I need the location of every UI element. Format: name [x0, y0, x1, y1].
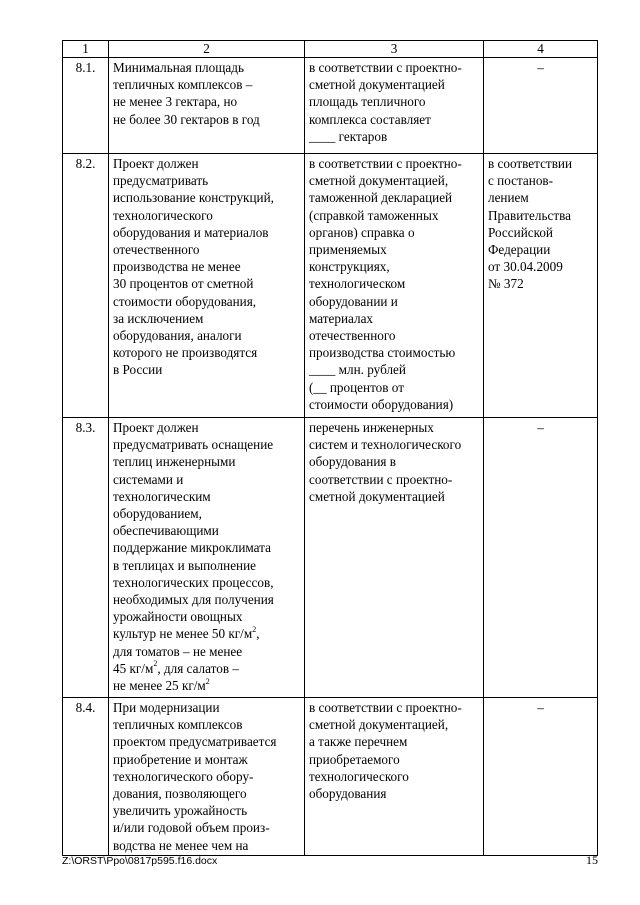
- text-fragment: не менее 25 кг/м: [113, 678, 206, 694]
- text-line: не менее 3 гектара, но: [113, 94, 238, 110]
- text-line: сметной документацией: [309, 488, 445, 504]
- superscript: 2: [252, 625, 257, 635]
- text-line: обеспечивающими: [113, 523, 219, 539]
- text-line: не более 30 гектаров в год: [113, 111, 260, 127]
- table-row: [63, 154, 598, 418]
- text-line: системами и: [113, 471, 184, 487]
- requirement-cell: [109, 418, 305, 698]
- text-line: оборудовании и: [309, 293, 398, 309]
- text-line: стоимости оборудования,: [113, 293, 257, 309]
- table-row: [63, 698, 598, 856]
- text-line: технологического: [113, 207, 213, 223]
- text-line: водства не менее чем на: [113, 837, 249, 853]
- text-line: технологического: [309, 768, 409, 784]
- note-cell: –: [484, 698, 598, 856]
- text-line: тепличных комплексов –: [113, 77, 253, 93]
- text-line: поддержание микроклимата: [113, 540, 271, 556]
- text-line: а также перечнем: [309, 734, 408, 750]
- text-line: [113, 643, 300, 660]
- header-col-3: 3: [305, 41, 484, 58]
- text-line: лением: [488, 190, 529, 206]
- document-cell: [305, 418, 484, 698]
- text-line: с постанов-: [488, 173, 554, 189]
- header-col-4: 4: [484, 41, 598, 58]
- requirement-cell: [109, 698, 305, 856]
- text-line: теплиц инженерными: [113, 454, 236, 470]
- requirements-table: [62, 40, 598, 856]
- text-line: № 372: [488, 276, 524, 292]
- text-line: оборудования: [309, 786, 387, 802]
- text-line: органов) справка о: [309, 224, 415, 240]
- text-line: сметной документацией,: [309, 173, 449, 189]
- document-cell: [305, 154, 484, 418]
- text-fragment: 45 кг/м: [113, 660, 154, 676]
- text-line: При модернизации: [113, 700, 220, 715]
- text-line: площадь тепличного: [309, 94, 426, 110]
- text-line: оборудования в: [309, 454, 396, 470]
- text-line: в соответствии с проектно-: [309, 156, 462, 171]
- text-line: в соответствии с проектно-: [309, 60, 462, 75]
- text-fragment: для томатов – не менее: [113, 643, 243, 659]
- text-line: стоимости оборудования): [309, 396, 454, 412]
- note-cell: –: [484, 58, 598, 154]
- header-col-1: 1: [63, 41, 109, 58]
- text-line: (справкой таможенных: [309, 207, 439, 223]
- document-cell: [305, 698, 484, 856]
- requirement-cell: [109, 58, 305, 154]
- text-line: применяемых: [309, 242, 387, 258]
- text-line: приобретаемого: [309, 751, 400, 767]
- requirement-cell: [109, 154, 305, 418]
- text-line: производства стоимостью: [309, 345, 456, 361]
- text-line: использование конструкций,: [113, 190, 274, 206]
- text-line: от 30.04.2009: [488, 259, 563, 275]
- text-line: перечень инженерных: [309, 420, 434, 435]
- text-line: Минимальная площадь: [113, 60, 244, 75]
- text-line: увеличить урожайность: [113, 803, 248, 819]
- text-line: за исключением: [113, 310, 204, 326]
- text-line: в соответствии с проектно-: [309, 700, 462, 715]
- text-line: ____ гектаров: [309, 128, 388, 144]
- text-line: технологического обору-: [113, 768, 254, 784]
- superscript: 2: [205, 676, 210, 686]
- text-line: предусматривать: [113, 173, 209, 189]
- text-line: ____ млн. рублей: [309, 362, 406, 378]
- text-fragment: ,: [256, 626, 260, 642]
- text-line: в теплицах и выполнение: [113, 557, 257, 573]
- text-line: конструкциях,: [309, 259, 390, 275]
- table-header-row: [63, 41, 598, 58]
- text-line: материалах: [309, 310, 374, 326]
- text-line: 30 процентов от сметной: [113, 276, 254, 292]
- text-line: Проект должен: [113, 420, 199, 435]
- text-line: приобретение и монтаж: [113, 751, 248, 767]
- row-number: 8.3.: [63, 418, 109, 698]
- header-col-2: 2: [109, 41, 305, 58]
- text-line: сметной документацией,: [309, 717, 449, 733]
- text-line: которого не производятся: [113, 345, 258, 361]
- note-cell: [484, 154, 598, 418]
- text-line: (__ процентов от: [309, 379, 404, 395]
- text-fragment: культур не менее 50 кг/м: [113, 626, 253, 642]
- row-number: 8.4.: [63, 698, 109, 856]
- text-line: в России: [113, 362, 163, 378]
- text-line: производства не менее: [113, 259, 241, 275]
- text-line: систем и технологического: [309, 437, 462, 453]
- text-line: урожайности овощных: [113, 609, 243, 625]
- text-line: отечественного: [309, 328, 396, 344]
- text-line: соответствии с проектно-: [309, 471, 453, 487]
- note-cell: –: [484, 418, 598, 698]
- text-line: Российской: [488, 224, 553, 240]
- text-line: технологическом: [309, 276, 406, 292]
- text-fragment: , для салатов –: [157, 660, 239, 676]
- text-line: Проект должен: [113, 156, 199, 171]
- text-line: технологических процессов,: [113, 574, 274, 590]
- text-line: комплекса составляет: [309, 111, 431, 127]
- text-line: сметной документацией: [309, 77, 445, 93]
- text-line: оборудования, аналоги: [113, 328, 242, 344]
- table-row: [63, 418, 598, 698]
- text-line: предусматривать оснащение: [113, 437, 274, 453]
- text-line: Правительства: [488, 207, 571, 223]
- text-line: тепличных комплексов: [113, 717, 243, 733]
- text-line: таможенной декларацией: [309, 190, 453, 206]
- row-number: 8.2.: [63, 154, 109, 418]
- file-path: Z:\ORST\Ppo\0817p595.f16.docx: [62, 855, 218, 867]
- table-row: [63, 58, 598, 154]
- text-line: в соответствии: [488, 156, 573, 171]
- text-line: проектом предусматривается: [113, 734, 277, 750]
- text-line: [113, 625, 300, 642]
- text-line: и/или годовой объем произ-: [113, 820, 270, 836]
- text-line: Федерации: [488, 242, 551, 258]
- text-line: оборудованием,: [113, 506, 202, 522]
- text-line: дования, позволяющего: [113, 786, 247, 802]
- text-line: оборудования и материалов: [113, 224, 269, 240]
- text-line: [113, 660, 300, 677]
- document-cell: [305, 58, 484, 154]
- superscript: 2: [153, 659, 158, 669]
- page-number: 15: [586, 853, 598, 867]
- text-line: технологическим: [113, 488, 211, 504]
- text-line: [113, 677, 300, 694]
- text-line: необходимых для получения: [113, 592, 274, 608]
- row-number: 8.1.: [63, 58, 109, 154]
- text-line: отечественного: [113, 242, 200, 258]
